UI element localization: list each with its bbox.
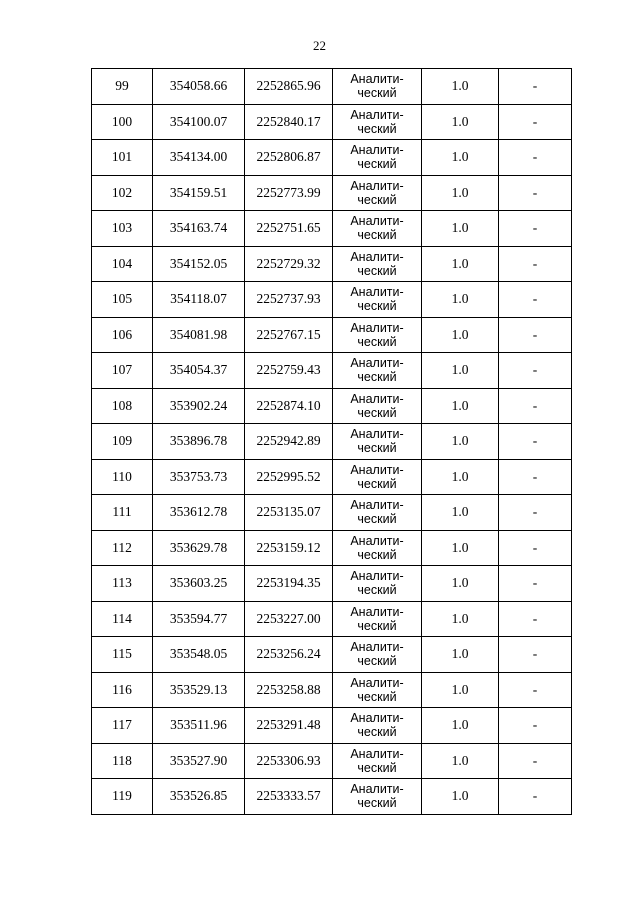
- method-line-2: ческий: [357, 618, 397, 633]
- note-cell: -: [499, 566, 572, 602]
- y-coordinate-cell: 2253258.88: [245, 672, 333, 708]
- note-cell: -: [499, 317, 572, 353]
- method-line-2: ческий: [357, 86, 397, 101]
- accuracy-cell: 1.0: [422, 246, 499, 282]
- x-coordinate-cell: 353548.05: [153, 637, 245, 673]
- method-line-1: Аналити-: [350, 249, 404, 264]
- y-coordinate-cell: 2253135.07: [245, 495, 333, 531]
- point-number-cell: 103: [92, 211, 153, 247]
- point-number-cell: 100: [92, 104, 153, 140]
- accuracy-cell: 1.0: [422, 353, 499, 389]
- method-cell: [333, 424, 422, 460]
- note-cell: -: [499, 601, 572, 637]
- method-cell: [333, 211, 422, 247]
- table-row: [92, 637, 572, 673]
- point-number-cell: 107: [92, 353, 153, 389]
- point-number-cell: 114: [92, 601, 153, 637]
- method-line-1: Аналити-: [350, 427, 404, 442]
- accuracy-cell: 1.0: [422, 424, 499, 460]
- y-coordinate-cell: 2252773.99: [245, 175, 333, 211]
- method-line-2: ческий: [357, 228, 397, 243]
- method-line-1: Аналити-: [350, 143, 404, 158]
- method-cell: [333, 530, 422, 566]
- method-cell: [333, 601, 422, 637]
- method-line-2: ческий: [357, 689, 397, 704]
- method-line-1: Аналити-: [350, 285, 404, 300]
- note-cell: -: [499, 459, 572, 495]
- method-line-1: Аналити-: [350, 320, 404, 335]
- table-row: [92, 424, 572, 460]
- table-row: [92, 530, 572, 566]
- table-body: [92, 69, 572, 815]
- x-coordinate-cell: 354081.98: [153, 317, 245, 353]
- accuracy-cell: 1.0: [422, 779, 499, 815]
- method-cell: [333, 708, 422, 744]
- note-cell: -: [499, 530, 572, 566]
- point-number-cell: 109: [92, 424, 153, 460]
- method-line-2: ческий: [357, 725, 397, 740]
- point-number-cell: 113: [92, 566, 153, 602]
- method-cell: [333, 495, 422, 531]
- note-cell: -: [499, 708, 572, 744]
- accuracy-cell: 1.0: [422, 495, 499, 531]
- method-cell: [333, 743, 422, 779]
- table-row: [92, 211, 572, 247]
- table-row: [92, 743, 572, 779]
- note-cell: -: [499, 282, 572, 318]
- point-number-cell: 106: [92, 317, 153, 353]
- x-coordinate-cell: 353753.73: [153, 459, 245, 495]
- accuracy-cell: 1.0: [422, 459, 499, 495]
- x-coordinate-cell: 354054.37: [153, 353, 245, 389]
- method-line-1: Аналити-: [350, 356, 404, 371]
- point-number-cell: 118: [92, 743, 153, 779]
- method-line-1: Аналити-: [350, 533, 404, 548]
- accuracy-cell: 1.0: [422, 211, 499, 247]
- y-coordinate-cell: 2253227.00: [245, 601, 333, 637]
- point-number-cell: 108: [92, 388, 153, 424]
- point-number-cell: 117: [92, 708, 153, 744]
- point-number-cell: 101: [92, 140, 153, 176]
- table-row: [92, 566, 572, 602]
- y-coordinate-cell: 2252942.89: [245, 424, 333, 460]
- note-cell: -: [499, 779, 572, 815]
- method-line-2: ческий: [357, 405, 397, 420]
- page-number: 22: [313, 38, 326, 53]
- method-line-2: ческий: [357, 476, 397, 491]
- table-row: [92, 69, 572, 105]
- x-coordinate-cell: 354100.07: [153, 104, 245, 140]
- accuracy-cell: 1.0: [422, 601, 499, 637]
- accuracy-cell: 1.0: [422, 317, 499, 353]
- accuracy-cell: 1.0: [422, 530, 499, 566]
- note-cell: -: [499, 211, 572, 247]
- table-row: [92, 353, 572, 389]
- x-coordinate-cell: 353629.78: [153, 530, 245, 566]
- method-line-2: ческий: [357, 121, 397, 136]
- method-cell: [333, 175, 422, 211]
- x-coordinate-cell: 353896.78: [153, 424, 245, 460]
- point-number-cell: 119: [92, 779, 153, 815]
- x-coordinate-cell: 353527.90: [153, 743, 245, 779]
- accuracy-cell: 1.0: [422, 672, 499, 708]
- method-cell: [333, 388, 422, 424]
- accuracy-cell: 1.0: [422, 388, 499, 424]
- coordinates-table: [91, 68, 572, 815]
- method-line-2: ческий: [357, 299, 397, 314]
- y-coordinate-cell: 2253159.12: [245, 530, 333, 566]
- point-number-cell: 112: [92, 530, 153, 566]
- method-cell: [333, 317, 422, 353]
- method-cell: [333, 282, 422, 318]
- y-coordinate-cell: 2252729.32: [245, 246, 333, 282]
- point-number-cell: 102: [92, 175, 153, 211]
- x-coordinate-cell: 353612.78: [153, 495, 245, 531]
- method-line-1: Аналити-: [350, 604, 404, 619]
- y-coordinate-cell: 2252840.17: [245, 104, 333, 140]
- x-coordinate-cell: 354134.00: [153, 140, 245, 176]
- method-line-1: Аналити-: [350, 391, 404, 406]
- method-line-1: Аналити-: [350, 498, 404, 513]
- x-coordinate-cell: 354058.66: [153, 69, 245, 105]
- accuracy-cell: 1.0: [422, 140, 499, 176]
- method-line-2: ческий: [357, 192, 397, 207]
- method-line-1: Аналити-: [350, 214, 404, 229]
- method-line-1: Аналити-: [350, 178, 404, 193]
- method-line-1: Аналити-: [350, 72, 404, 87]
- method-line-2: ческий: [357, 796, 397, 811]
- y-coordinate-cell: 2253256.24: [245, 637, 333, 673]
- accuracy-cell: 1.0: [422, 566, 499, 602]
- table-row: [92, 282, 572, 318]
- note-cell: -: [499, 672, 572, 708]
- table-row: [92, 672, 572, 708]
- note-cell: -: [499, 353, 572, 389]
- y-coordinate-cell: 2253291.48: [245, 708, 333, 744]
- point-number-cell: 105: [92, 282, 153, 318]
- point-number-cell: 116: [92, 672, 153, 708]
- accuracy-cell: 1.0: [422, 69, 499, 105]
- method-line-2: ческий: [357, 583, 397, 598]
- method-cell: [333, 672, 422, 708]
- y-coordinate-cell: 2252995.52: [245, 459, 333, 495]
- table-row: [92, 495, 572, 531]
- table-row: [92, 601, 572, 637]
- method-cell: [333, 140, 422, 176]
- note-cell: -: [499, 637, 572, 673]
- point-number-cell: 111: [92, 495, 153, 531]
- x-coordinate-cell: 353526.85: [153, 779, 245, 815]
- method-line-2: ческий: [357, 370, 397, 385]
- point-number-cell: 99: [92, 69, 153, 105]
- note-cell: -: [499, 140, 572, 176]
- note-cell: -: [499, 246, 572, 282]
- method-cell: [333, 69, 422, 105]
- x-coordinate-cell: 353529.13: [153, 672, 245, 708]
- method-line-1: Аналити-: [350, 569, 404, 584]
- accuracy-cell: 1.0: [422, 175, 499, 211]
- method-cell: [333, 353, 422, 389]
- note-cell: -: [499, 104, 572, 140]
- accuracy-cell: 1.0: [422, 743, 499, 779]
- note-cell: -: [499, 69, 572, 105]
- point-number-cell: 104: [92, 246, 153, 282]
- note-cell: -: [499, 424, 572, 460]
- x-coordinate-cell: 354163.74: [153, 211, 245, 247]
- method-cell: [333, 779, 422, 815]
- accuracy-cell: 1.0: [422, 708, 499, 744]
- point-number-cell: 115: [92, 637, 153, 673]
- accuracy-cell: 1.0: [422, 104, 499, 140]
- method-line-2: ческий: [357, 654, 397, 669]
- table-row: [92, 388, 572, 424]
- method-line-2: ческий: [357, 157, 397, 172]
- note-cell: -: [499, 495, 572, 531]
- table-row: [92, 708, 572, 744]
- x-coordinate-cell: 353902.24: [153, 388, 245, 424]
- method-cell: [333, 566, 422, 602]
- table-row: [92, 459, 572, 495]
- table-row: [92, 140, 572, 176]
- method-line-2: ческий: [357, 334, 397, 349]
- accuracy-cell: 1.0: [422, 282, 499, 318]
- method-line-2: ческий: [357, 547, 397, 562]
- table-row: [92, 175, 572, 211]
- x-coordinate-cell: 353603.25: [153, 566, 245, 602]
- y-coordinate-cell: 2252806.87: [245, 140, 333, 176]
- method-line-2: ческий: [357, 263, 397, 278]
- method-line-1: Аналити-: [350, 782, 404, 797]
- method-cell: [333, 459, 422, 495]
- table-row: [92, 779, 572, 815]
- y-coordinate-cell: 2252737.93: [245, 282, 333, 318]
- method-line-2: ческий: [357, 441, 397, 456]
- y-coordinate-cell: 2252874.10: [245, 388, 333, 424]
- y-coordinate-cell: 2253306.93: [245, 743, 333, 779]
- note-cell: -: [499, 388, 572, 424]
- note-cell: -: [499, 743, 572, 779]
- y-coordinate-cell: 2252759.43: [245, 353, 333, 389]
- y-coordinate-cell: 2252751.65: [245, 211, 333, 247]
- method-line-1: Аналити-: [350, 675, 404, 690]
- method-cell: [333, 246, 422, 282]
- point-number-cell: 110: [92, 459, 153, 495]
- x-coordinate-cell: 354159.51: [153, 175, 245, 211]
- method-line-2: ческий: [357, 760, 397, 775]
- table-row: [92, 246, 572, 282]
- x-coordinate-cell: 353511.96: [153, 708, 245, 744]
- method-line-1: Аналити-: [350, 746, 404, 761]
- method-line-1: Аналити-: [350, 640, 404, 655]
- y-coordinate-cell: 2252865.96: [245, 69, 333, 105]
- method-line-1: Аналити-: [350, 462, 404, 477]
- method-line-1: Аналити-: [350, 107, 404, 122]
- y-coordinate-cell: 2252767.15: [245, 317, 333, 353]
- x-coordinate-cell: 354152.05: [153, 246, 245, 282]
- table-row: [92, 104, 572, 140]
- table-row: [92, 317, 572, 353]
- x-coordinate-cell: 354118.07: [153, 282, 245, 318]
- y-coordinate-cell: 2253194.35: [245, 566, 333, 602]
- x-coordinate-cell: 353594.77: [153, 601, 245, 637]
- method-cell: [333, 637, 422, 673]
- method-line-1: Аналити-: [350, 711, 404, 726]
- method-cell: [333, 104, 422, 140]
- method-line-2: ческий: [357, 512, 397, 527]
- accuracy-cell: 1.0: [422, 637, 499, 673]
- note-cell: -: [499, 175, 572, 211]
- y-coordinate-cell: 2253333.57: [245, 779, 333, 815]
